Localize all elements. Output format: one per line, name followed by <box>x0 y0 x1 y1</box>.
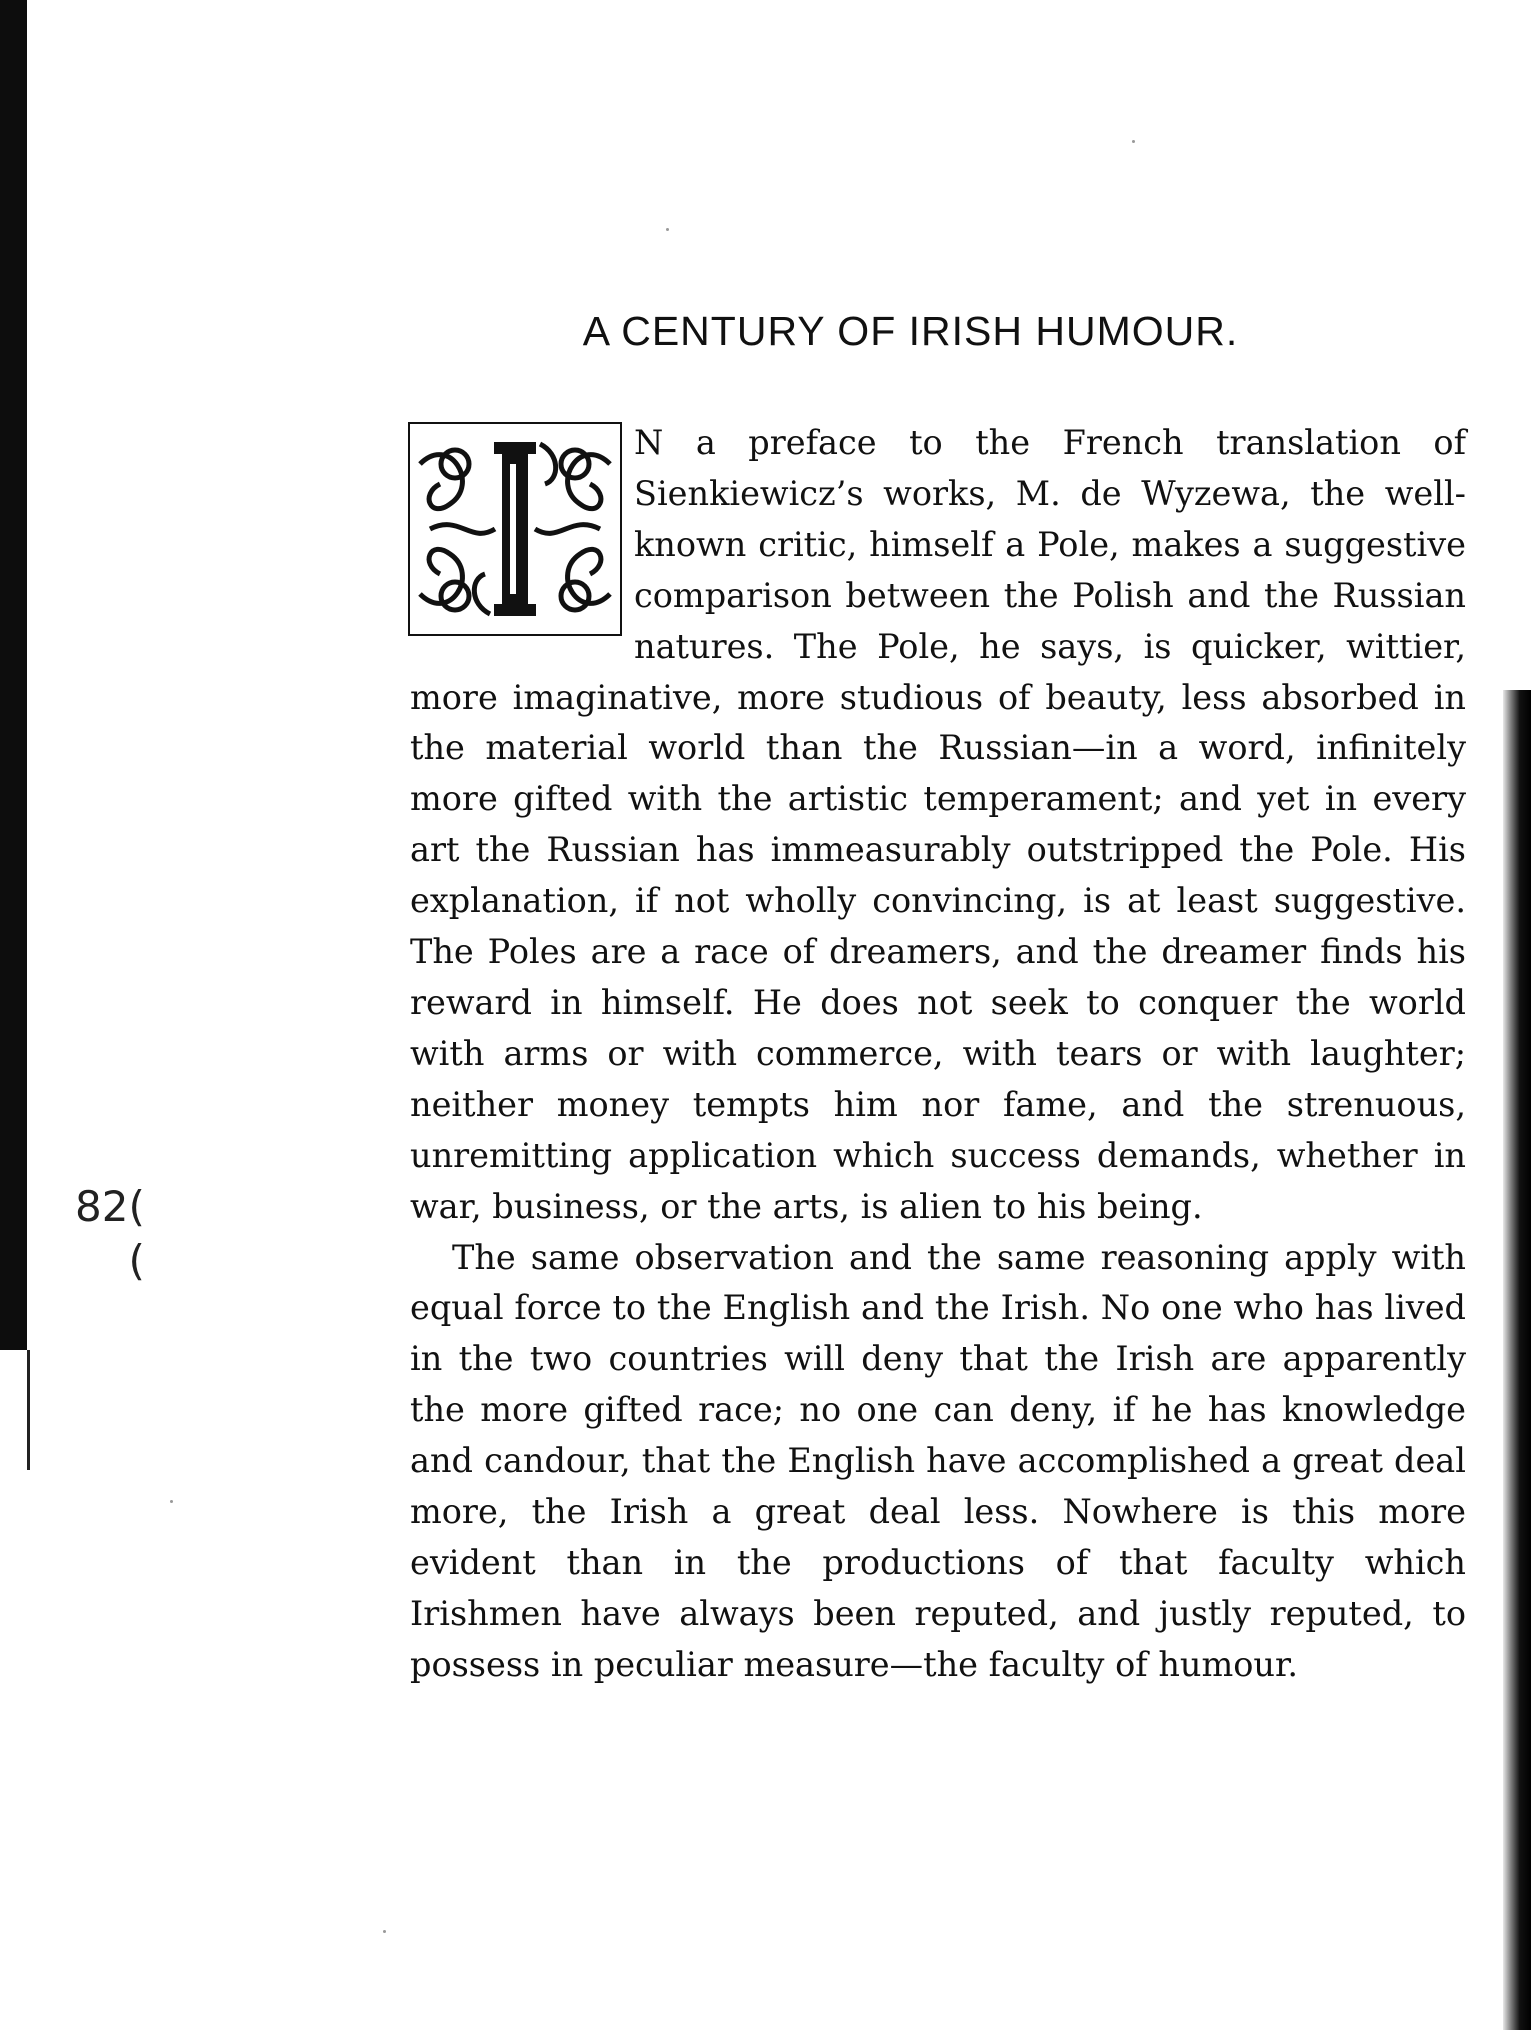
scan-left-edge <box>0 0 27 2042</box>
margin-annotation-line: ( <box>128 1236 145 1285</box>
scan-speck <box>383 1930 386 1933</box>
scan-right-edge <box>1503 690 1531 2030</box>
paragraph: The same observation and the same reasoning apply with equal force to the English and the Irish. No one who has lived in the two countries will deny that the Irish are apparently the more gifted race; no one can deny, if he has knowledge and candour, that the English have accomplished a great deal more, the Irish a great deal less. Nowhere is this more evident than in the productions of that faculty which Irishmen have always been reputed, and justly reputed, to possess in peculiar measure—the faculty of humour. <box>410 1237 1466 1684</box>
scan-speck <box>1132 140 1135 143</box>
scan-edge-gap <box>0 1350 27 2042</box>
scan-edge-line <box>27 1350 30 1470</box>
floral-ornament-icon <box>410 424 620 634</box>
paragraph <box>410 418 1466 1233</box>
drop-cap-ornament <box>408 422 622 636</box>
body-text <box>410 418 1466 1691</box>
scan-speck <box>666 228 669 231</box>
page-title: A CENTURY OF IRISH HUMOUR. <box>582 308 1239 354</box>
margin-annotation <box>75 1180 145 1288</box>
paragraph-text: N a preface to the French translation of Sienkiewicz’s works, M. de Wyzewa, the well-known critic, himself a Pole, makes a suggestive comparison between the Polish and the Russian natures. The Pole, he says, is quicker, wittier, more imaginative, more studious of beauty, less absorbed in the material world than the Russian—in a word, infinitely more gifted with the artistic temperament; and yet in every art the Russian has immeasurably outstripped the Pole. His explanation, if not wholly convincing, is at least suggestive. The Poles are a race of dreamers, and the dreamer finds his reward in himself. He does not seek to conquer the world with arms or with commerce, with tears or with laughter; neither money tempts him nor fame, and the strenuous, unremitting application which success demands, whether in war, business, or the arts, is alien to his being. <box>410 423 1466 1226</box>
scan-speck <box>170 1500 173 1503</box>
margin-annotation-line: 82( <box>75 1182 145 1231</box>
